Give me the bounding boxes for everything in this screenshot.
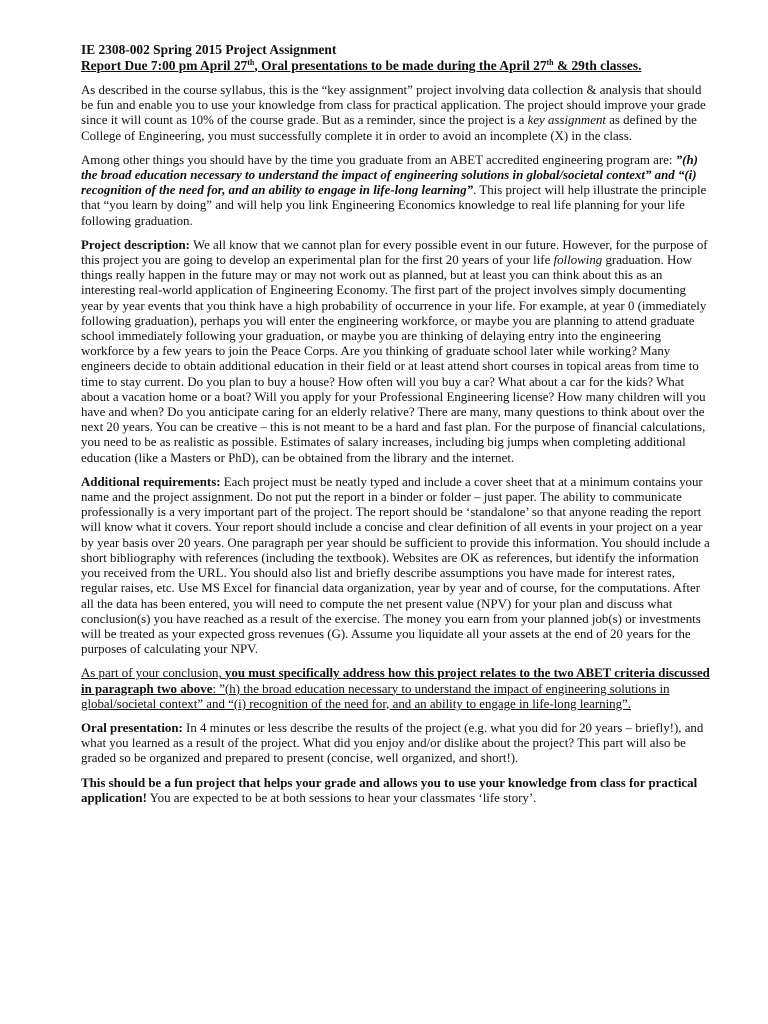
due-date-line [81,58,711,74]
intro-paragraph-1 [81,83,711,144]
conclusion-text-c: : ”(h) the broad education necessary to understand the impact of engineering solutions in global/societal context” and “(i) recognition of the need for, and an ability to engage in life-long learning”. [81,681,670,711]
intro-p2-text-b: . This project will help illustrate the principle that “you learn by doing” and will help you link Engineering Economics knowledge to real life planning for your life following graduation. [81,183,707,228]
oral-presentation-label: Oral presentation: [81,720,183,735]
project-description-text-b: graduation. How things really happen in the future may or may not work out as planned, but at least you can think about this as an interesting real-world application of Engineering Economy. The first part of the project involves simply documenting year by year events that you think have a high probability of occurrence in your life. For example, at year 0 (immediately following graduation), perhaps you will enter the engineering workforce, or maybe you are planning to attend graduate school immediately following your graduation, or maybe you are thinking of delaying entry into the engineering workforce by a few years to join the Peace Corps. Are you thinking of graduate school later while working? Many engineers decide to obtain additional education in their field or at least attend short courses in topical areas from time to time to stay current. Do you plan to buy a house? How often will you buy a car? What about a car for the kids? What about a vacation home or a boat? Will you apply for your Professional Engineering license? How many children will you have and when? Do you anticipate caring for an elderly relative? There are many, many questions to think about over the next 20 years. You can be creative – this is not meant to be a hard and fast plan. For the purpose of financial calculations, you need to be as realistic as possible. Estimates of salary increases, including big jumps when completing additional education (like a Masters or PhD), can be obtained from the library and the internet. [81,253,707,465]
due-sup-1: th [247,57,255,67]
conclusion-text-bold: you must specifically address how this project relates to the two ABET criteria discussed in paragraph two above [81,666,710,696]
project-description-label: Project description: [81,237,190,252]
project-description-emphasis: following [553,253,603,268]
intro-p1-emphasis: key assignment [527,113,606,128]
intro-p1-text-a: As described in the course syllabus, this is the “key assignment” project involving data collection & analysis that should be fun and enable you to use your knowledge from class for practical application. The project should improve your grade since it will count as 10% of the course grade. But as a reminder, since the project is a [81,83,706,128]
closing-bold-text: This should be a fun project that helps your grade and allows you to use your knowledge from class for practical application! [81,775,698,805]
intro-p2-text-a: Among other things you should have by the time you graduate from an ABET accredited engineering program are: [81,152,676,167]
additional-requirements-paragraph [81,475,711,657]
intro-paragraph-2 [81,153,711,229]
oral-presentation-text: In 4 minutes or less describe the results of the project (e.g. what you did for 20 years – briefly!), and what you learned as a result of the project. What did you enjoy and/or dislike about the project? This part will also be graded so be organized and prepared to present (concise, well organized, and short!). [81,720,704,766]
conclusion-text-a: As part of your conclusion, [81,666,225,681]
oral-presentation-paragraph [81,721,711,767]
project-description-text-a: We all know that we cannot plan for every possible event in our future. However, for the purpose of this project you are going to develop an experimental plan for the first 20 years of your life [81,237,708,268]
due-text-1: Report Due 7:00 pm April 27 [81,57,248,73]
document-page [81,42,711,806]
due-text-3: & 29th classes. [553,57,642,73]
additional-requirements-text: Each project must be neatly typed and include a cover sheet that at a minimum contains your name and the project assignment. Do not put the report in a binder or folder – just paper. The ability to communicate professionally is a very important part of the project. The report should be ‘standalone’ so that anyone reading the report will know what it covers. Your report should include a concise and clear definition of all events in your project on a year by year basis over 20 years. One paragraph per year should be sufficient to provide this information. You should include a short bibliography with references (including the textbook). Websites are OK as references, but identify the information you received from the URL. You should also list and briefly describe assumptions you have made for interest rates, regular raises, etc. Use MS Excel for financial data organization, year by year and of course, for the computations. After all the data has been entered, you will need to compute the net present value (NPV) for your plan and discuss what conclusion(s) you have reached as a result of the exercise. The money you earn from your planned job(s) or investments will be treated as your expected gross revenues (G). Assume you liquidate all your assets at the end of 20 years for the purposes of calculating your NPV. [81,474,710,657]
additional-requirements-label: Additional requirements: [81,474,221,489]
document-title: IE 2308-002 Spring 2015 Project Assignment [81,42,337,57]
abet-criteria-text: ”(h) the broad education necessary to understand the impact of engineering solutions in global/societal context” and “(i) recognition of the need for, and an ability to engage in life-long learning” [81,152,698,198]
closing-text: You are expected to be at both sessions to hear your classmates ‘life story’. [146,790,537,805]
closing-paragraph [81,776,711,806]
project-description-paragraph [81,238,711,466]
conclusion-paragraph [81,666,711,712]
due-text-2: , Oral presentations to be made during the April 27 [254,57,547,73]
intro-p1-text-b: as defined by the College of Engineering, you must successfully complete it in order to avoid an incomplete (X) in the class. [81,113,697,143]
due-sup-2: th [546,57,554,67]
